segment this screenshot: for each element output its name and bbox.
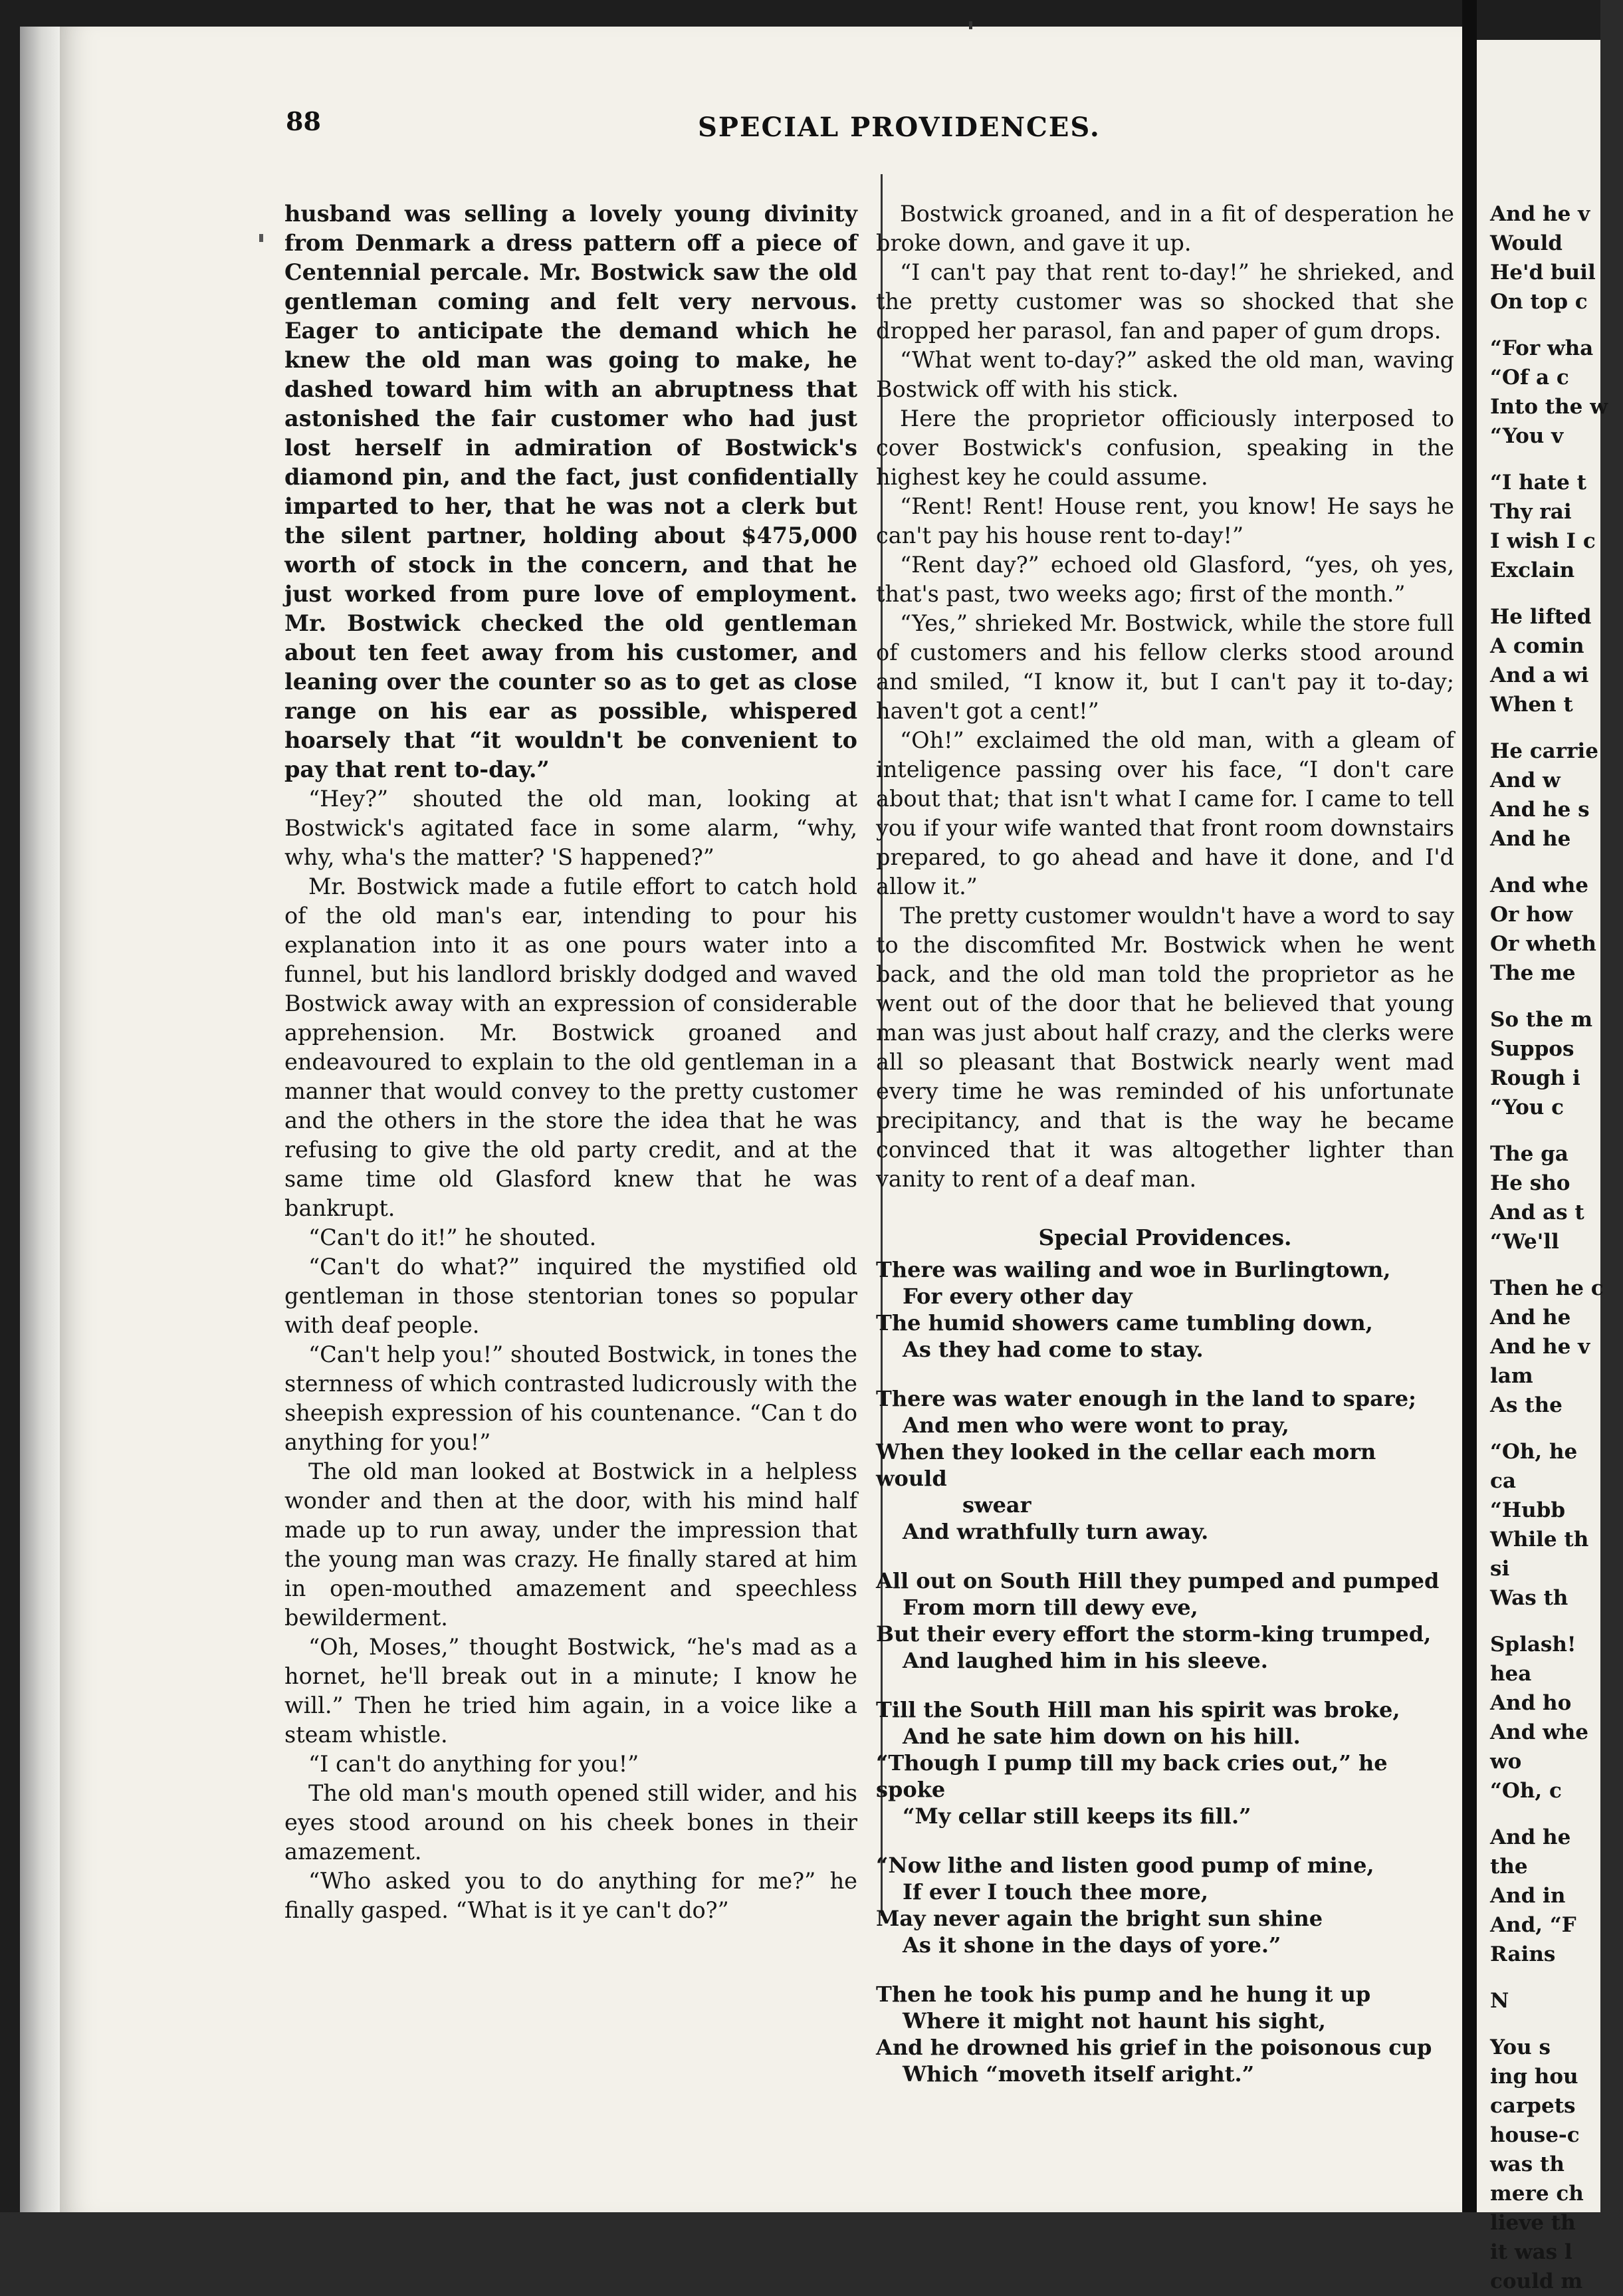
poem-line: When they looked in the cellar each morn would [876, 1439, 1376, 1491]
middle-column [876, 199, 1454, 2110]
left-paragraph: “Oh, Moses,” thought Bostwick, “he's mad as a hornet, he'll break out in a minute; I know he will.” Then he tried him again, in a voice like a steam whistle. [284, 1634, 857, 1748]
facing-page-line: As the [1490, 1393, 1563, 1417]
poem-line: May never again the bright sun shine [876, 1906, 1323, 1931]
poem-line: And men who were wont to pray, [903, 1413, 1289, 1438]
facing-page [1477, 40, 1608, 2293]
facing-page-line [1490, 316, 1623, 334]
facing-page-line: “For wha [1490, 336, 1594, 360]
facing-page-line [1490, 719, 1623, 737]
binding-edge [20, 27, 60, 2212]
middle-paragraph: Bostwick groaned, and in a fit of desperation he broke down, and gave it up. [876, 201, 1454, 256]
poem-line: “Though I pump till my back cries out,” he spoke [876, 1750, 1388, 1802]
facing-page-line: You s [1490, 2035, 1551, 2059]
facing-page-line: the [1490, 1855, 1528, 1879]
facing-page-line: ca [1490, 1469, 1516, 1493]
facing-page-line: “Of a c [1490, 366, 1569, 390]
poem-line: And he drowned his grief in the poisonous cup [876, 2035, 1432, 2060]
facing-page-line: Was th [1490, 1586, 1569, 1610]
left-paragraph: “Hey?” shouted the old man, looking at Bostwick's agitated face in some alarm, “why, why, wha's the matter? 'S happened?” [284, 786, 857, 870]
facing-page-line: Splash! [1490, 1633, 1576, 1657]
facing-page-line: And he [1490, 1306, 1571, 1329]
facing-page-line [1490, 1256, 1623, 1274]
facing-page-line [1490, 1613, 1623, 1630]
facing-page-line: lam [1490, 1364, 1533, 1388]
facing-page-line: And, “F [1490, 1913, 1576, 1937]
facing-page-line: hea [1490, 1662, 1532, 1686]
facing-page-line: Suppos [1490, 1037, 1574, 1061]
facing-page-line: And w [1490, 768, 1561, 792]
middle-paragraph: The pretty customer wouldn't have a word to say to the discomfited Mr. Bostwick when he went back, and the old man told the proprietor as he went out of the door that he believed that young man was just about half crazy, and the clerks were all so pleasant that Bostwick nearly went mad every time he was reminded of his unfortunate precipitancy, and that is the way he became convinced that it was altogether lighter than vanity to rent of a deaf man. [876, 903, 1454, 1192]
facing-page-line: Or wheth [1490, 932, 1596, 956]
facing-page-line: “You c [1490, 1095, 1565, 1119]
facing-page-line: So the m [1490, 1008, 1593, 1032]
poem-stanza [876, 1981, 1454, 2087]
facing-page-line: And whe [1490, 873, 1589, 897]
facing-page-line: The me [1490, 961, 1576, 985]
poem-body [876, 1256, 1454, 2087]
poem-title: Special Providences. [1038, 1224, 1292, 1250]
middle-paragraph: “I can't pay that rent to-day!” he shrieked, and the pretty customer was so shocked that she dropped her parasol, fan and paper of gum drops. [876, 259, 1454, 344]
left-paragraph: The old man's mouth opened still wider, and his eyes stood around on his cheek bones in their amazement. [284, 1780, 857, 1865]
left-paragraph: “Can't help you!” shouted Bostwick, in tones the sternness of which contrasted ludicrously with the sheepish expression of his countenance. “Can t do anything for you!” [284, 1341, 857, 1455]
poem-stanza [876, 1385, 1454, 1545]
poem-line: And wrathfully turn away. [903, 1519, 1209, 1544]
middle-paragraph: “What went to-day?” asked the old man, waving Bostwick off with his stick. [876, 347, 1454, 402]
poem-line: All out on South Hill they pumped and pumped [876, 1568, 1440, 1593]
poem-line: And laughed him in his sleeve. [903, 1648, 1268, 1673]
poem-stanza [876, 1567, 1454, 1674]
poem-stanza [876, 1852, 1454, 1958]
poem-line: There was wailing and woe in Burlingtown, [876, 1257, 1391, 1282]
facing-page-line: Into the w [1490, 395, 1608, 419]
facing-page-line: “I hate t [1490, 471, 1586, 495]
facing-page-line [1490, 1805, 1623, 1823]
left-paragraph: “Can't do it!” he shouted. [308, 1224, 597, 1250]
facing-page-line: “We'll [1490, 1230, 1559, 1254]
facing-page-line: A comin [1490, 634, 1584, 658]
poem-line: For every other day [903, 1284, 1133, 1309]
left-paragraph: “I can't do anything for you!” [308, 1751, 639, 1777]
facing-page-line: “You v [1490, 424, 1564, 448]
facing-page-line [1490, 585, 1623, 602]
facing-page-line: si [1490, 1557, 1510, 1581]
facing-page-line [1490, 854, 1623, 871]
facing-page-line: could m [1490, 2269, 1583, 2293]
middle-paragraph: “Yes,” shrieked Mr. Bostwick, while the store full of customers and his fellow clerks stood around and smiled, “I know it, but I can't pay it to-day; haven't got a cent!” [876, 610, 1454, 724]
facing-page-line: And a wi [1490, 663, 1589, 687]
print-speck [259, 234, 263, 242]
facing-page-line: house-c [1490, 2123, 1580, 2147]
left-paragraph: “Can't do what?” inquired the mystified old gentleman in those stentorian tones so popular with deaf people. [284, 1254, 857, 1338]
facing-page-line [1490, 988, 1623, 1005]
facing-page-line: Rains [1490, 1942, 1556, 1966]
facing-page-line: I wish I c [1490, 529, 1596, 553]
poem-line: If ever I touch thee more, [903, 1879, 1209, 1904]
facing-page-line: Rough i [1490, 1066, 1580, 1090]
facing-page-line: And he [1490, 827, 1571, 851]
poem-line: “My cellar still keeps its fill.” [903, 1803, 1251, 1829]
facing-page-line: And he s [1490, 798, 1590, 822]
poem-line: There was water enough in the land to spare; [876, 1386, 1416, 1411]
left-paragraph: husband was selling a lovely young divinity from Denmark a dress pattern off a piece of Centennial percale. Mr. Bostwick saw the old gentleman coming and felt very nervous. Eager to anticipate the demand which he knew the old man was going to make, he dashed toward him with an abruptness that astonished the fair customer who had just lost herself in admiration of Bostwick's diamond pin, and the fact, just confidentially imparted to her, that he was not a clerk but the silent partner, holding about $475,000 worth of stock in the concern, and that he just worked from pure love of employment. Mr. Bostwick checked the old gentleman about ten feet away from his customer, and leaning over the counter so as to get as close range on his ear as possible, whispered hoarsely that “it wouldn't be convenient to pay that rent to-day.” [284, 201, 857, 782]
facing-page-text [1490, 199, 1623, 2296]
facing-page-line: And as t [1490, 1201, 1584, 1224]
facing-page-line [1490, 1969, 1623, 1986]
facing-page-line: On top c [1490, 290, 1588, 314]
facing-page-line: mere ch [1490, 2182, 1584, 2206]
poem-line: Which “moveth itself aright.” [903, 2061, 1255, 2087]
facing-page-line: He carrie [1490, 739, 1598, 763]
facing-page-line [1490, 2015, 1623, 2033]
poem-stanza [876, 1696, 1454, 1829]
left-paragraph: “Who asked you to do anything for me?” he finally gasped. “What is it ye can't do?” [284, 1868, 857, 1923]
facing-page-line: “Oh, he [1490, 1440, 1578, 1464]
running-title: SPECIAL PROVIDENCES. [698, 112, 1101, 143]
facing-page-line: Then he c [1490, 1276, 1604, 1300]
left-column [284, 199, 857, 1925]
facing-page-line [1490, 1420, 1623, 1437]
facing-page-line: He'd buil [1490, 261, 1596, 285]
facing-page-line: And he [1490, 1825, 1571, 1849]
facing-page-line: The ga [1490, 1142, 1569, 1166]
facing-page-line: And he v [1490, 1335, 1590, 1359]
poem-line: And he sate him down on his hill. [903, 1724, 1301, 1749]
facing-page-line: lieve th [1490, 2211, 1576, 2235]
facing-page-line: And he v [1490, 202, 1590, 226]
facing-page-line: When t [1490, 693, 1573, 717]
poem-line: swear [962, 1492, 1031, 1518]
poem-line: “Now lithe and listen good pump of mine, [876, 1853, 1374, 1878]
facing-page-line: “Hubb [1490, 1498, 1566, 1522]
facing-page-line: was th [1490, 2152, 1565, 2176]
middle-paragraph: “Rent! Rent! House rent, you know! He says he can't pay his house rent to-day!” [876, 493, 1454, 548]
facing-page-line: And whe [1490, 1720, 1589, 1744]
poem-line: As they had come to stay. [903, 1337, 1204, 1362]
facing-page-line [1490, 1122, 1623, 1139]
middle-paragraph: Here the proprietor officiously interposed to cover Bostwick's confusion, speaking in the highest key he could assume. [876, 405, 1454, 490]
facing-page-line: wo [1490, 1750, 1522, 1774]
facing-page-line: And ho [1490, 1691, 1572, 1715]
facing-page-line [1490, 451, 1623, 468]
poem-stanza [876, 1256, 1454, 1363]
facing-page-line: Would [1490, 231, 1563, 255]
page-gutter [1462, 0, 1477, 2212]
print-mark [969, 21, 972, 29]
left-paragraph: Mr. Bostwick made a futile effort to catch hold of the old man's ear, intending to pour his explanation into it as one pours water into a funnel, but his landlord briskly dodged and waved Bostwick away with an expression of considerable apprehension. Mr. Bostwick groaned and endeavoured to explain to the old gentleman in a manner that would convey to the pretty customer and the others in the store the idea that he was refusing to give the old party credit, and at the same time old Glasford knew that he was bankrupt. [284, 873, 857, 1221]
left-paragraph: The old man looked at Bostwick in a helpless wonder and then at the door, with his mind half made up to run away, under the impression that the young man was crazy. He finally stared at him in open-mouthed amazement and speechless bewilderment. [284, 1458, 857, 1631]
facing-page-line: While th [1490, 1528, 1589, 1551]
middle-paragraph: “Oh!” exclaimed the old man, with a gleam of inteligence passing over his face, “I don't care about that; that isn't what I came for. I came to tell you if your wife wanted that front room downstairs prepared, to go ahead and have it done, and I'd allow it.” [876, 727, 1454, 899]
facing-page-line: Exclain [1490, 558, 1575, 582]
facing-page-line: He sho [1490, 1171, 1570, 1195]
facing-page-line: “Oh, c [1490, 1779, 1562, 1803]
facing-page-line: And in [1490, 1884, 1566, 1908]
poem-line: Till the South Hill man his spirit was broke, [876, 1697, 1400, 1722]
poem-line: Where it might not haunt his sight, [903, 2008, 1326, 2033]
page-number: 88 [286, 106, 321, 136]
facing-page-line: carpets [1490, 2094, 1576, 2118]
middle-paragraph: “Rent day?” echoed old Glasford, “yes, oh yes, that's past, two weeks ago; first of the month.” [876, 552, 1454, 607]
poem-line: From morn till dewy eve, [903, 1595, 1198, 1620]
facing-page-line: Or how [1490, 903, 1573, 927]
facing-page-line: N [1490, 1989, 1509, 2013]
poem-line: But their every effort the storm-king trumped, [876, 1621, 1432, 1647]
facing-page-line: ing hou [1490, 2065, 1578, 2089]
poem-line: The humid showers came tumbling down, [876, 1310, 1373, 1335]
poem-line: As it shone in the days of yore.” [903, 1932, 1281, 1958]
facing-page-line: He lifted [1490, 605, 1592, 629]
facing-page-line: Thy rai [1490, 500, 1572, 524]
poem-line: Then he took his pump and he hung it up [876, 1982, 1371, 2007]
facing-page-line: it was l [1490, 2240, 1572, 2264]
